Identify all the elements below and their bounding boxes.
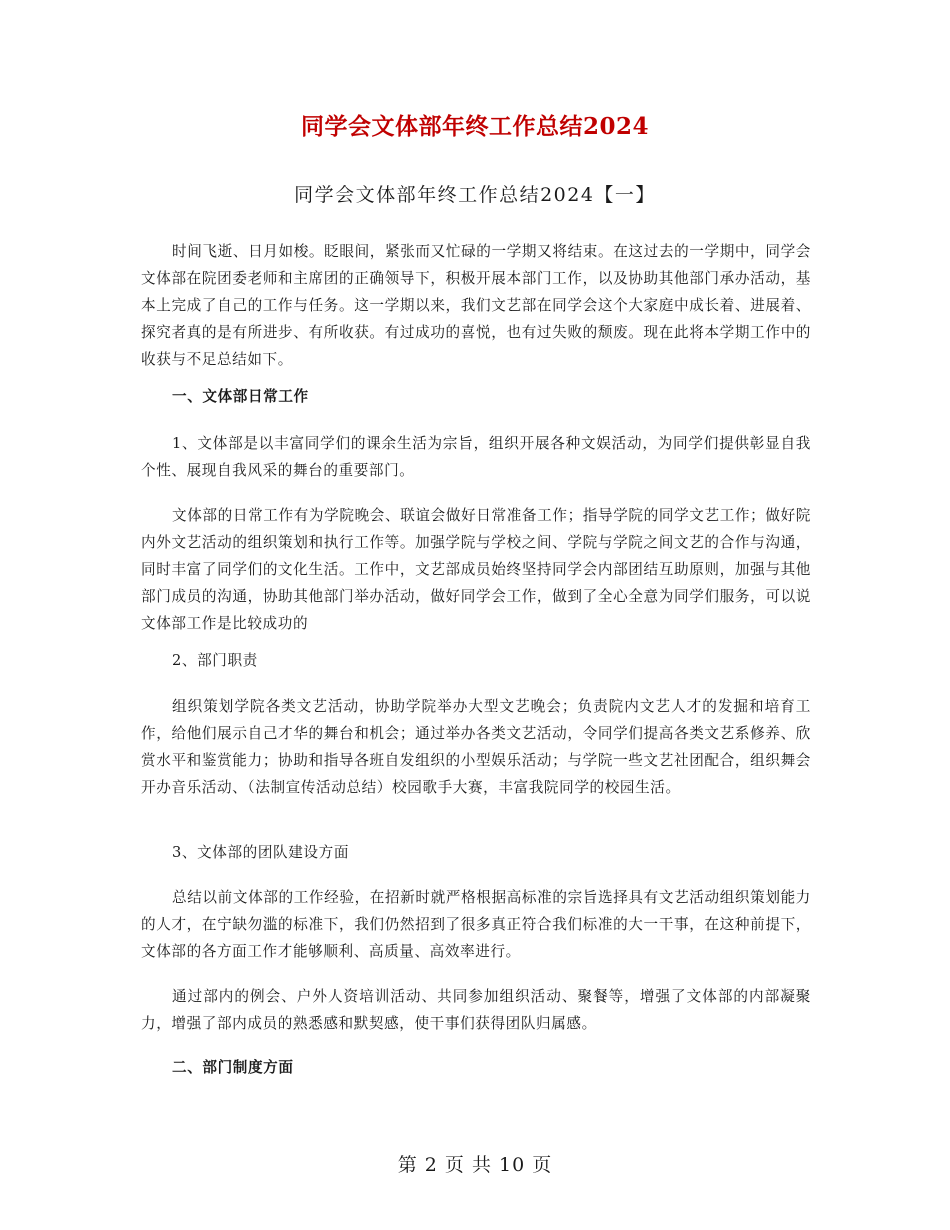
body-paragraph: 总结以前文体部的工作经验，在招新时就严格根据高标准的宗旨选择具有文艺活动组织策划能力的人才，在宁缺勿滥的标准下，我们仍然招到了很多真正符合我们标准的大一干事，在这种前提下，文体部的各方面工作才能够顺利、高质量、高效率进行。	[141, 889, 811, 960]
section-heading-1: 一、文体部日常工作	[172, 388, 309, 405]
page-number-footer: 第 2 页 共 10 页	[397, 1154, 553, 1176]
body-paragraph: 1、文体部是以丰富同学们的课余生活为宗旨，组织开展各种文娱活动，为同学们提供彰显自我个性、展现自我风采的舞台的重要部门。	[141, 435, 811, 479]
subsection-heading-2: 2、部门职责	[172, 652, 258, 669]
intro-paragraph: 时间飞逝、日月如梭。眨眼间，紧张而又忙碌的一学期又将结束。在这过去的一学期中，同学会文体部在院团委老师和主席团的正确领导下，积极开展本部门工作，以及协助其他部门承办活动，基本上完成了自己的工作与任务。这一学期以来，我们文艺部在同学会这个大家庭中成长着、进展着、探究者真的是有所进步、有所收获。有过成功的喜悦，也有过失败的颓废。现在此将本学期工作中的收获与不足总结如下。	[141, 243, 811, 368]
body-paragraph: 组织策划学院各类文艺活动，协助学院举办大型文艺晚会；负责院内文艺人才的发掘和培育工作，给他们展示自己才华的舞台和机会；通过举办各类文艺活动，令同学们提高各类文艺系修养、欣赏水平和鉴赏能力；协助和指导各班自发组织的小型娱乐活动；与学院一些文艺社团配合，组织舞会开办音乐活动、（法制宣传活动总结）校园歌手大赛，丰富我院同学的校园生活。	[141, 698, 811, 796]
subsection-heading-3: 3、文体部的团队建设方面	[172, 844, 350, 861]
document-subtitle: 同学会文体部年终工作总结2024【一】	[294, 184, 656, 206]
section-heading-2: 二、部门制度方面	[172, 1059, 294, 1076]
document-title: 同学会文体部年终工作总结2024	[300, 113, 649, 140]
body-paragraph: 通过部内的例会、户外人资培训活动、共同参加组织活动、聚餐等，增强了文体部的内部凝聚力，增强了部内成员的熟悉感和默契感，使干事们获得团队归属感。	[141, 988, 811, 1032]
body-paragraph: 文体部的日常工作有为学院晚会、联谊会做好日常准备工作；指导学院的同学文艺工作；做好院内外文艺活动的组织策划和执行工作等。加强学院与学校之间、学院与学院之间文艺的合作与沟通，同时丰富了同学们的文化生活。工作中，文艺部成员始终坚持同学会内部团结互助原则，加强与其他部门成员的沟通，协助其他部门举办活动，做好同学会工作，做到了全心全意为同学们服务，可以说文体部工作是比较成功的	[141, 507, 811, 632]
